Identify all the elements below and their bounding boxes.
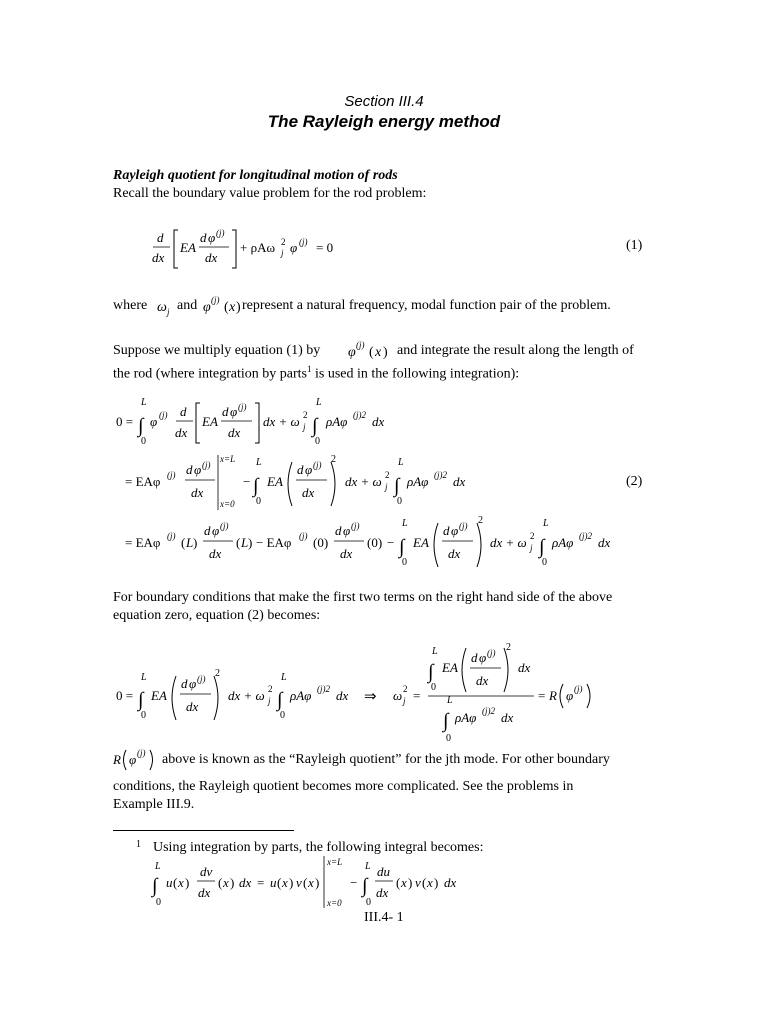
svg-text:u: u xyxy=(270,875,277,890)
svg-text:dx: dx xyxy=(152,250,165,265)
svg-text:): ) xyxy=(193,535,198,550)
svg-text:EA: EA xyxy=(442,660,458,675)
svg-text:0: 0 xyxy=(397,496,402,507)
svg-text:ρAφ: ρAφ xyxy=(326,414,348,429)
intro-text: Recall the boundary value problem for the rod problem: xyxy=(113,186,427,201)
svg-text:): ) xyxy=(236,300,241,315)
svg-text:L: L xyxy=(365,861,371,872)
svg-text:+ ρAω: + ρAω xyxy=(240,240,276,255)
svg-text:d: d xyxy=(297,462,304,477)
footnote-number: 1 xyxy=(136,839,141,850)
svg-text:φ: φ xyxy=(212,523,220,538)
svg-text:ρAφ: ρAφ xyxy=(552,535,574,550)
svg-text:φ: φ xyxy=(451,523,459,538)
rayleigh-line2: conditions, the Rayleigh quotient becomes more complicated. See the problems in xyxy=(113,779,574,794)
svg-text:0: 0 xyxy=(256,496,261,507)
svg-text:(: ( xyxy=(396,875,401,890)
svg-text:0 =: 0 = xyxy=(116,688,134,703)
page-title: The Rayleigh energy method xyxy=(267,112,501,131)
where-word: where xyxy=(113,298,148,313)
svg-text:φ: φ xyxy=(230,404,238,419)
svg-text:(j): (j) xyxy=(487,648,496,658)
svg-text:∫: ∫ xyxy=(152,875,158,897)
svg-text:(j): (j) xyxy=(216,228,225,238)
svg-text:d: d xyxy=(180,404,187,419)
svg-text:j: j xyxy=(268,696,271,706)
svg-text:(j): (j) xyxy=(459,521,468,531)
svg-text:(0): (0) xyxy=(313,535,329,550)
svg-text:0: 0 xyxy=(280,710,285,721)
svg-text:(j): (j) xyxy=(299,237,308,247)
subsection-heading: Rayleigh quotient for longitudinal motion of rods xyxy=(113,168,398,183)
svg-text:j: j xyxy=(530,543,533,553)
svg-text:ω: ω xyxy=(393,688,403,703)
svg-text:): ) xyxy=(248,535,253,550)
svg-text:x=L: x=L xyxy=(327,857,343,867)
svg-text:L: L xyxy=(398,457,404,468)
svg-text:ρAφ: ρAφ xyxy=(407,474,429,489)
svg-text:x=0: x=0 xyxy=(220,499,235,509)
svg-text:φ: φ xyxy=(203,300,211,315)
svg-text:dx: dx xyxy=(518,660,531,675)
svg-text:x: x xyxy=(427,875,433,890)
svg-text:2: 2 xyxy=(403,684,408,694)
rayleigh-line1: above is known as the “Rayleigh quotient” for the jth mode. For other boundary xyxy=(162,752,610,767)
svg-text:φ: φ xyxy=(343,523,351,538)
svg-text:dx + ω: dx + ω xyxy=(490,535,527,550)
svg-text:d: d xyxy=(181,676,188,691)
svg-text:∫: ∫ xyxy=(312,415,318,437)
svg-text:(j): (j) xyxy=(167,470,176,480)
svg-text:(j)2: (j)2 xyxy=(482,706,495,716)
svg-text:(j): (j) xyxy=(313,460,322,470)
svg-text:(0): (0) xyxy=(367,535,383,550)
svg-text:= EAφ: = EAφ xyxy=(125,535,161,550)
svg-text:d: d xyxy=(186,462,193,477)
svg-text:j: j xyxy=(403,696,406,706)
svg-text:dx + ω: dx + ω xyxy=(228,688,265,703)
svg-text:φ: φ xyxy=(208,230,216,245)
svg-text:dx: dx xyxy=(205,250,218,265)
svg-text:ρAφ: ρAφ xyxy=(455,710,477,725)
svg-text:EA: EA xyxy=(267,474,283,489)
svg-text:L: L xyxy=(281,672,287,683)
svg-text:0: 0 xyxy=(366,897,371,908)
svg-text:d: d xyxy=(222,404,229,419)
svg-text:= EAφ: = EAφ xyxy=(125,474,161,489)
svg-text:0: 0 xyxy=(315,436,320,447)
svg-text:0: 0 xyxy=(446,733,451,744)
svg-text:⇒: ⇒ xyxy=(364,689,377,705)
svg-text:(j): (j) xyxy=(220,521,229,531)
svg-text:L: L xyxy=(186,535,194,550)
svg-text:x: x xyxy=(375,345,382,360)
svg-text:=: = xyxy=(413,688,421,703)
svg-text:2: 2 xyxy=(215,668,220,679)
svg-text:dx: dx xyxy=(239,875,252,890)
svg-text:dx: dx xyxy=(175,425,188,440)
svg-text:0: 0 xyxy=(542,557,547,568)
svg-text:dx: dx xyxy=(340,546,353,561)
svg-text:(j): (j) xyxy=(574,684,583,694)
svg-text:(j): (j) xyxy=(202,460,211,470)
svg-text:x: x xyxy=(282,875,288,890)
svg-text:0: 0 xyxy=(402,557,407,568)
svg-text:(j)2: (j)2 xyxy=(579,531,592,541)
svg-text:(: ( xyxy=(277,875,282,890)
svg-text:∫: ∫ xyxy=(253,475,259,497)
svg-text:φ: φ xyxy=(189,676,197,691)
svg-text:0: 0 xyxy=(141,710,146,721)
svg-text:d: d xyxy=(443,523,450,538)
svg-text:2: 2 xyxy=(530,531,535,541)
svg-text:dv: dv xyxy=(200,864,213,879)
svg-text:du: du xyxy=(377,864,390,879)
svg-text:φ: φ xyxy=(129,752,137,767)
svg-text:dx: dx xyxy=(191,485,204,500)
svg-text:2: 2 xyxy=(506,642,511,653)
svg-text:φ: φ xyxy=(566,688,574,703)
svg-text:(j)2: (j)2 xyxy=(353,410,366,420)
svg-text:R: R xyxy=(113,752,121,767)
svg-text:−: − xyxy=(350,875,358,890)
svg-text:ω: ω xyxy=(157,300,167,315)
svg-text:j: j xyxy=(167,307,170,317)
svg-text:R: R xyxy=(549,688,557,703)
svg-text:∫: ∫ xyxy=(399,536,405,558)
svg-text:∫: ∫ xyxy=(138,689,144,711)
svg-text:x: x xyxy=(223,875,229,890)
svg-text:dx: dx xyxy=(302,485,315,500)
svg-text:dx: dx xyxy=(336,688,349,703)
svg-text:dx: dx xyxy=(198,885,211,900)
svg-text:L: L xyxy=(432,646,438,657)
svg-text:dx: dx xyxy=(376,885,389,900)
svg-text:φ: φ xyxy=(290,240,298,255)
svg-text:2: 2 xyxy=(385,470,390,480)
svg-text:φ: φ xyxy=(150,414,158,429)
svg-text:L: L xyxy=(402,518,408,529)
svg-text:dx: dx xyxy=(453,474,466,489)
svg-text:EA: EA xyxy=(151,688,167,703)
svg-text:dx: dx xyxy=(372,414,385,429)
svg-text:φ: φ xyxy=(348,345,356,360)
svg-text:φ: φ xyxy=(305,462,313,477)
svg-text:(j): (j) xyxy=(211,295,220,305)
svg-text:d: d xyxy=(157,230,164,245)
svg-text:x: x xyxy=(178,875,184,890)
svg-text:(: ( xyxy=(218,875,223,890)
svg-text:): ) xyxy=(185,875,190,890)
svg-text:= 0: = 0 xyxy=(316,240,334,255)
boundary-line2: equation zero, equation (2) becomes: xyxy=(113,608,321,623)
svg-text:2: 2 xyxy=(478,515,483,526)
svg-text:): ) xyxy=(315,875,320,890)
where-tail: represent a natural frequency, modal function pair of the problem. xyxy=(242,298,611,313)
boundary-line1: For boundary conditions that make the first two terms on the right hand side of the above xyxy=(113,590,613,605)
svg-text:(: ( xyxy=(181,535,186,550)
footnote-ref: 1 xyxy=(307,364,312,374)
rayleigh-line3: Example III.9. xyxy=(113,797,195,812)
svg-text:2: 2 xyxy=(303,410,308,420)
svg-text:dx: dx xyxy=(448,546,461,561)
svg-text:x=L: x=L xyxy=(220,454,236,464)
svg-text:dx: dx xyxy=(209,546,222,561)
svg-text:0: 0 xyxy=(156,897,161,908)
svg-text:0: 0 xyxy=(431,682,436,693)
suppose-line1b: and integrate the result along the length of xyxy=(397,343,634,358)
svg-text:L: L xyxy=(241,535,249,550)
suppose-line1a: Suppose we multiply equation (1) by xyxy=(113,343,321,358)
svg-text:∫: ∫ xyxy=(539,536,545,558)
svg-text:0 =: 0 = xyxy=(116,414,134,429)
footnote-text: Using integration by parts, the following integral becomes: xyxy=(153,840,484,855)
svg-text:EA: EA xyxy=(180,240,196,255)
svg-text:dx: dx xyxy=(186,699,199,714)
svg-text:L: L xyxy=(155,861,161,872)
svg-text:L: L xyxy=(543,518,549,529)
svg-text:): ) xyxy=(408,875,413,890)
and-word: and xyxy=(177,298,198,313)
equation-2-number: (2) xyxy=(626,474,643,489)
svg-text:(j): (j) xyxy=(159,410,168,420)
svg-text:∫: ∫ xyxy=(428,661,434,683)
svg-text:∫: ∫ xyxy=(138,415,144,437)
svg-text:(j): (j) xyxy=(197,674,206,684)
svg-text:ρAφ: ρAφ xyxy=(290,688,312,703)
svg-text:d: d xyxy=(204,523,211,538)
svg-text:(j)2: (j)2 xyxy=(317,684,330,694)
svg-text:dx: dx xyxy=(476,673,489,688)
svg-text:(j): (j) xyxy=(238,402,247,412)
svg-text:φ: φ xyxy=(479,650,487,665)
svg-text:(j): (j) xyxy=(167,531,176,541)
svg-text:(: ( xyxy=(224,300,229,315)
svg-text:−: − xyxy=(243,474,251,489)
svg-text:v: v xyxy=(415,875,421,890)
svg-text:L: L xyxy=(141,397,147,408)
svg-text:L: L xyxy=(256,457,262,468)
svg-text:L: L xyxy=(316,397,322,408)
svg-text:(: ( xyxy=(173,875,178,890)
svg-text:−: − xyxy=(387,535,395,550)
svg-text:x=0: x=0 xyxy=(327,898,342,908)
svg-text:(: ( xyxy=(422,875,427,890)
svg-text:2: 2 xyxy=(331,454,336,465)
svg-text:2: 2 xyxy=(281,237,286,247)
svg-text:x: x xyxy=(229,300,236,315)
svg-text:): ) xyxy=(230,875,235,890)
svg-text:dx: dx xyxy=(501,710,514,725)
svg-text:u: u xyxy=(166,875,173,890)
svg-text:(j)2: (j)2 xyxy=(434,470,447,480)
svg-text:d: d xyxy=(471,650,478,665)
svg-text:): ) xyxy=(289,875,294,890)
svg-text:EA: EA xyxy=(202,414,218,429)
svg-text:∫: ∫ xyxy=(394,475,400,497)
svg-text:(: ( xyxy=(236,535,241,550)
svg-text:=: = xyxy=(257,875,265,890)
section-label: Section III.4 xyxy=(344,93,424,110)
svg-text:): ) xyxy=(383,345,388,360)
svg-text:∫: ∫ xyxy=(362,875,368,897)
svg-text:EA: EA xyxy=(413,535,429,550)
svg-text:): ) xyxy=(434,875,439,890)
svg-text:j: j xyxy=(303,422,306,432)
svg-text:L: L xyxy=(447,695,453,706)
suppose-line2b: is used in the following integration): xyxy=(311,366,520,382)
page-number: III.4- 1 xyxy=(364,910,404,925)
svg-text:(j): (j) xyxy=(356,340,365,350)
svg-text:dx + ω: dx + ω xyxy=(345,474,382,489)
svg-text:(: ( xyxy=(369,345,374,360)
svg-text:L: L xyxy=(141,672,147,683)
svg-text:∫: ∫ xyxy=(277,689,283,711)
svg-text:x: x xyxy=(401,875,407,890)
svg-text:(j): (j) xyxy=(351,521,360,531)
svg-text:(j): (j) xyxy=(299,531,308,541)
svg-text:v: v xyxy=(296,875,302,890)
svg-text:dx: dx xyxy=(598,535,611,550)
svg-text:(: ( xyxy=(303,875,308,890)
svg-text:− EAφ: − EAφ xyxy=(256,535,292,550)
svg-text:dx: dx xyxy=(444,875,457,890)
equation-1-number: (1) xyxy=(626,238,643,253)
svg-text:∫: ∫ xyxy=(443,710,449,732)
svg-text:dx: dx xyxy=(228,425,241,440)
svg-text:x: x xyxy=(308,875,314,890)
svg-text:j: j xyxy=(385,482,388,492)
suppose-line2a: the rod (where integration by parts xyxy=(113,366,307,382)
svg-text:d: d xyxy=(335,523,342,538)
svg-text:=: = xyxy=(538,688,546,703)
svg-text:j: j xyxy=(281,248,284,258)
svg-text:0: 0 xyxy=(141,436,146,447)
svg-text:φ: φ xyxy=(194,462,202,477)
svg-text:d: d xyxy=(200,230,207,245)
svg-text:2: 2 xyxy=(268,684,273,694)
svg-text:(j): (j) xyxy=(137,748,146,758)
svg-text:dx + ω: dx + ω xyxy=(263,414,300,429)
